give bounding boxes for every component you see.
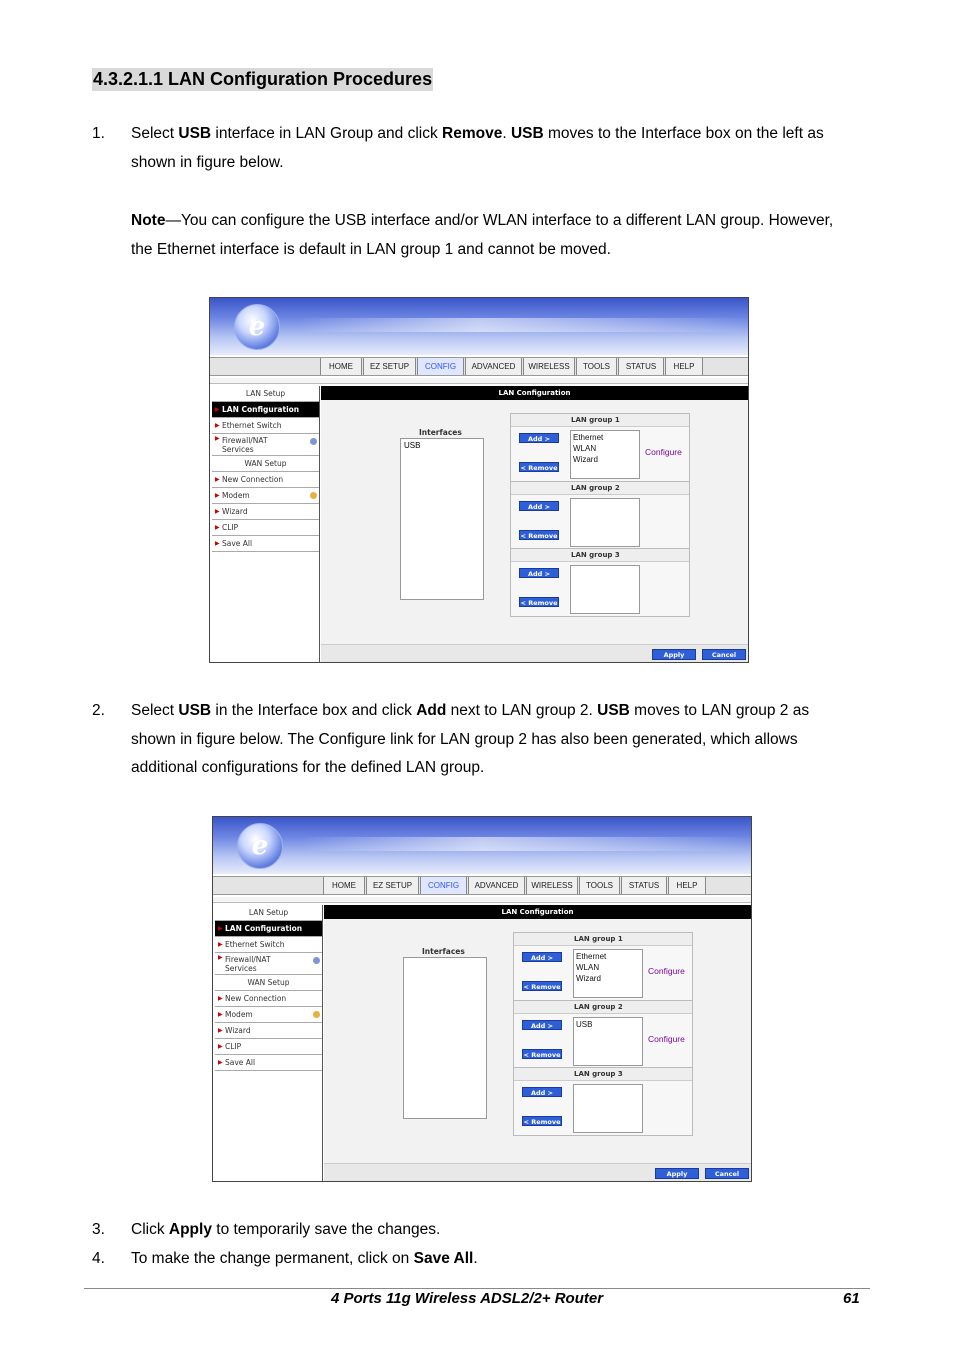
tab-status[interactable]: STATUS [618, 358, 664, 375]
arrow-right-icon: ▶ [218, 941, 223, 948]
sidebar-item-lan-setup: LAN Setup [212, 386, 319, 402]
router-logo-icon: e [234, 304, 280, 350]
lan-group-1: LAN group 1 Add > < Remove Ethernet WLAN Wizard Configure [513, 932, 693, 1001]
arrow-right-icon: ▶ [215, 422, 220, 429]
page-number: 61 [843, 1290, 860, 1307]
arrow-right-icon: ▶ [218, 1011, 223, 1018]
sidebar-item-new-connection[interactable]: ▶ New Connection [212, 472, 319, 488]
top-menu [213, 876, 751, 895]
figure-1-screenshot [209, 297, 749, 663]
arrow-right-icon: ▶ [215, 476, 220, 483]
tab-config[interactable]: CONFIG [417, 358, 464, 375]
sidebar-item-save-all[interactable]: ▶ Save All [215, 1055, 322, 1071]
router-banner [213, 817, 751, 874]
sidebar-item-modem[interactable]: ▶ Modem [212, 488, 319, 504]
tab-help[interactable]: HELP [665, 358, 703, 375]
page-title: LAN Configuration [321, 386, 748, 400]
interfaces-label: Interfaces [419, 428, 462, 437]
sidebar-item-lan-setup: LAN Setup [215, 905, 322, 921]
figure-2-screenshot [212, 816, 752, 1182]
tab-wireless[interactable]: WIRELESS [526, 877, 578, 894]
add-button[interactable]: Add > [522, 952, 562, 962]
sidebar-item-firewall-nat[interactable]: ▶ Firewall/NAT Services [215, 953, 322, 975]
step-1-text: Select USB interface in LAN Group and click Remove. USB moves to the Interface box on the left as shown in figure below. [131, 125, 824, 171]
arrow-right-icon: ▶ [215, 524, 220, 531]
cancel-button[interactable]: Cancel [702, 649, 746, 660]
main-panel [321, 386, 748, 662]
sidebar-item-lan-configuration[interactable]: ▶ LAN Configuration [215, 921, 322, 937]
router-banner [210, 298, 748, 355]
tab-advanced[interactable]: ADVANCED [468, 877, 525, 894]
step-4-number: 4. [92, 1250, 105, 1267]
tab-wireless[interactable]: WIRELESS [523, 358, 575, 375]
lan-group-1: LAN group 1 Add > < Remove Ethernet WLAN Wizard Configure [510, 413, 690, 482]
arrow-right-icon: ▶ [215, 406, 220, 413]
lan-group-2: LAN group 2 Add > < Remove USB Configure [513, 1000, 693, 1069]
page-title: LAN Configuration [324, 905, 751, 919]
arrow-right-icon: ▶ [218, 1059, 223, 1066]
step-2-text: Select USB in the Interface box and click Add next to LAN group 2. USB moves to LAN group 2 as shown in figure below. The Configure link for LAN group 2 has also been generated, which allows additional configurations for the defined LAN group. [131, 702, 810, 776]
arrow-right-icon: ▶ [218, 925, 223, 932]
lan-group-3-listbox[interactable] [573, 1084, 643, 1133]
sidebar-item-modem[interactable]: ▶ Modem [215, 1007, 322, 1023]
lan-group-1-listbox[interactable]: Ethernet WLAN Wizard [573, 949, 643, 998]
configure-link[interactable]: Configure [648, 966, 685, 976]
tab-help[interactable]: HELP [668, 877, 706, 894]
tab-tools[interactable]: TOOLS [579, 877, 620, 894]
footer-rule [84, 1288, 870, 1289]
interfaces-label: Interfaces [422, 947, 465, 956]
cancel-button[interactable]: Cancel [705, 1168, 749, 1179]
footer-title: 4 Ports 11g Wireless ADSL2/2+ Router [331, 1290, 604, 1307]
apply-button[interactable]: Apply [655, 1168, 699, 1179]
sidebar-item-wizard[interactable]: ▶ Wizard [212, 504, 319, 520]
arrow-right-icon: ▶ [215, 540, 220, 547]
interfaces-listbox[interactable]: USB [400, 438, 484, 600]
remove-button[interactable]: < Remove [520, 464, 558, 472]
apply-button[interactable]: Apply [652, 649, 696, 660]
tab-ez-setup[interactable]: EZ SETUP [366, 877, 419, 894]
add-button[interactable]: Add > [522, 1087, 562, 1097]
tab-config[interactable]: CONFIG [420, 877, 467, 894]
sidebar-item-clip[interactable]: ▶ CLIP [215, 1039, 322, 1055]
arrow-right-icon: ▶ [215, 508, 220, 515]
tab-tools[interactable]: TOOLS [576, 358, 617, 375]
arrow-right-icon: ▶ [218, 995, 223, 1002]
sidebar [213, 905, 323, 1181]
add-button[interactable]: Add > [519, 501, 559, 511]
sidebar [210, 386, 320, 662]
tab-home[interactable]: HOME [323, 877, 365, 894]
arrow-right-icon: ▶ [215, 492, 220, 499]
lan-group-3: LAN group 3 Add > < Remove [513, 1067, 693, 1136]
lan-group-2-listbox[interactable]: USB [573, 1017, 643, 1066]
remove-button[interactable]: < Remove [520, 599, 558, 607]
router-logo-icon: e [237, 823, 283, 869]
add-button[interactable]: Add > [519, 568, 559, 578]
tab-advanced[interactable]: ADVANCED [465, 358, 522, 375]
tab-ez-setup[interactable]: EZ SETUP [363, 358, 416, 375]
remove-button[interactable]: < Remove [523, 983, 561, 991]
arrow-right-icon: ▶ [218, 1043, 223, 1050]
step-4-text: To make the change permanent, click on Save All. [131, 1250, 478, 1267]
section-heading: 4.3.2.1.1 LAN Configuration Procedures [93, 69, 433, 89]
note-text: Note—You can configure the USB interface and/or WLAN interface to a different LAN group. However, the Ethernet interface is default in LAN group 1 and cannot be moved. [131, 212, 834, 258]
add-button[interactable]: Add > [519, 433, 559, 443]
sidebar-item-ethernet-switch[interactable]: ▶ Ethernet Switch [215, 937, 322, 953]
sidebar-item-wan-setup: WAN Setup [212, 456, 319, 472]
configure-link[interactable]: Configure [645, 447, 682, 457]
step-3-number: 3. [92, 1221, 105, 1238]
interfaces-listbox[interactable] [403, 957, 487, 1119]
remove-button[interactable]: < Remove [520, 532, 558, 540]
sidebar-item-new-connection[interactable]: ▶ New Connection [215, 991, 322, 1007]
status-dot-icon [313, 1011, 320, 1018]
status-dot-icon [310, 438, 317, 445]
sidebar-item-firewall-nat[interactable]: ▶ Firewall/NAT Services [212, 434, 319, 456]
arrow-right-icon: ▶ [218, 954, 223, 961]
step-1-number: 1. [92, 125, 105, 142]
arrow-right-icon: ▶ [218, 1027, 223, 1034]
sidebar-item-wan-setup: WAN Setup [215, 975, 322, 991]
remove-button[interactable]: < Remove [523, 1118, 561, 1126]
sidebar-item-wizard[interactable]: ▶ Wizard [215, 1023, 322, 1039]
sidebar-item-lan-configuration[interactable]: ▶ LAN Configuration [212, 402, 319, 418]
step-2-number: 2. [92, 702, 105, 719]
lan-group-1-listbox[interactable]: Ethernet WLAN Wizard [570, 430, 640, 479]
sidebar-item-save-all[interactable]: ▶ Save All [212, 536, 319, 552]
lan-group-2: LAN group 2 Add > < Remove [510, 481, 690, 550]
action-bar [324, 1163, 751, 1181]
lan-group-3-listbox[interactable] [570, 565, 640, 614]
tab-status[interactable]: STATUS [621, 877, 667, 894]
step-3-text: Click Apply to temporarily save the changes. [131, 1221, 441, 1238]
configure-link[interactable]: Configure [648, 1034, 685, 1044]
action-bar [321, 644, 748, 662]
main-panel [324, 905, 751, 1181]
sidebar-item-clip[interactable]: ▶ CLIP [212, 520, 319, 536]
tab-home[interactable]: HOME [320, 358, 362, 375]
top-menu [210, 357, 748, 376]
arrow-right-icon: ▶ [215, 435, 220, 442]
sidebar-item-ethernet-switch[interactable]: ▶ Ethernet Switch [212, 418, 319, 434]
add-button[interactable]: Add > [522, 1020, 562, 1030]
status-dot-icon [310, 492, 317, 499]
remove-button[interactable]: < Remove [523, 1051, 561, 1059]
status-dot-icon [313, 957, 320, 964]
lan-group-2-listbox[interactable] [570, 498, 640, 547]
lan-group-3: LAN group 3 Add > < Remove [510, 548, 690, 617]
